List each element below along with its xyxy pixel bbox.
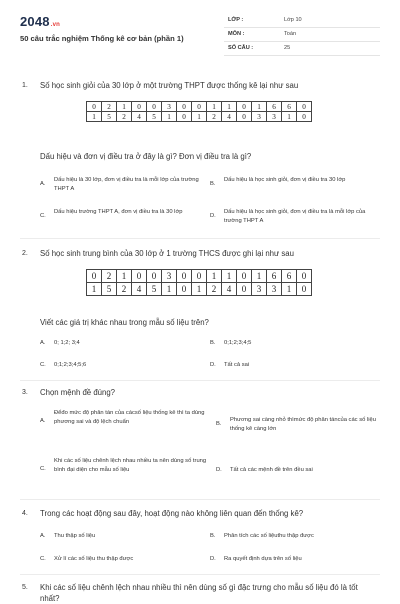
option-text: Phương sai càng nhỏ thìmức độ phân táncủa các số liệu thống kê càng lớn <box>230 417 376 432</box>
table-cell: 0 <box>237 283 252 296</box>
question-number: 2. <box>22 250 28 257</box>
table-cell: 1 <box>207 270 222 283</box>
table-cell: 2 <box>117 112 132 122</box>
table-cell: 1 <box>282 112 297 122</box>
table-cell: 0 <box>237 112 252 122</box>
table-cell: 0 <box>177 270 192 283</box>
option-label: A. <box>40 418 46 424</box>
table-cell: 1 <box>162 283 177 296</box>
question-number: 5. <box>22 584 28 591</box>
table-cell: 4 <box>222 112 237 122</box>
option-text: Khi các số liệu chênh lệch nhau nhiều ta nên dùng số trung bình đại diện cho mẫu số liệu <box>54 458 207 473</box>
table-cell: 0 <box>177 112 192 122</box>
table-cell: 0 <box>177 102 192 112</box>
option-label: B. <box>210 181 216 187</box>
table-cell: 1 <box>252 270 267 283</box>
option-label: A. <box>40 181 46 187</box>
table-cell: 0 <box>297 112 312 122</box>
table-cell: 5 <box>102 112 117 122</box>
meta-class-row <box>224 16 380 28</box>
option-label: A. <box>40 340 46 346</box>
question-text: Khi các số liệu chênh lệch nhau nhiều thì nên dùng số gì đặc trưng cho mẫu số liệu đó là tốt nhất? <box>40 583 358 603</box>
table-cell: 1 <box>252 102 267 112</box>
table-cell: 4 <box>222 283 237 296</box>
question-number: 1. <box>22 82 28 89</box>
table-cell: 0 <box>237 270 252 283</box>
table-cell: 0 <box>177 283 192 296</box>
table-cell: 3 <box>162 270 177 283</box>
option-text: 0; 1;2; 3;4 <box>54 340 80 346</box>
option-label: D. <box>210 362 216 368</box>
table-cell: 3 <box>252 283 267 296</box>
table-cell: 5 <box>102 283 117 296</box>
option-text: Thu thập số liệu <box>54 533 96 539</box>
option-text: Ra quyết định dựa trên số liệu <box>224 556 302 562</box>
option-label: C. <box>40 213 46 219</box>
option-label: C. <box>40 556 46 562</box>
option-label: B. <box>210 533 216 539</box>
option-text: Xử lí các số liệu thu thập được <box>54 556 134 562</box>
table-cell: 1 <box>117 270 132 283</box>
option-text: Tất cả sai <box>224 362 250 368</box>
table-cell: 2 <box>207 112 222 122</box>
table-cell: 0 <box>132 270 147 283</box>
table-cell: 0 <box>237 102 252 112</box>
meta-label: SỐ CÂU : <box>228 45 254 51</box>
option-text: Đểđo mức độ phân tán của cácsố liệu thống kê thì ta dùng phương sai và độ lệch chuẩn <box>54 410 205 425</box>
table-cell: 3 <box>162 102 177 112</box>
option-text: Dấu hiệu là học sinh giỏi, đơn vị điều tra 30 lớp <box>224 177 346 183</box>
table-cell: 2 <box>207 283 222 296</box>
document-title: 50 câu trắc nghiệm Thống kê cơ bản (phần 1) <box>20 34 184 43</box>
table-cell: 4 <box>132 112 147 122</box>
question-number: 4. <box>22 510 28 517</box>
table-cell: 6 <box>267 102 282 112</box>
table-cell: 2 <box>102 270 117 283</box>
table-cell: 3 <box>267 283 282 296</box>
table-cell: 1 <box>282 283 297 296</box>
question-text: Số học sinh giỏi của 30 lớp ở một trường THPT được thống kê lại như sau <box>40 81 299 90</box>
page-header <box>0 0 400 62</box>
option-label: B. <box>216 421 222 427</box>
option-text: 0;1;2;3;4;5 <box>224 340 252 346</box>
divider <box>20 574 380 575</box>
table-cell: 3 <box>267 112 282 122</box>
data-table <box>86 101 312 122</box>
option-text: Dấu hiệu trường THPT A, đơn vị điều tra là 30 lớp <box>54 209 183 215</box>
option-label: B. <box>210 340 216 346</box>
option-label: D. <box>210 213 216 219</box>
table-cell: 0 <box>132 102 147 112</box>
table-row <box>87 270 312 283</box>
meta-value: 25 <box>284 45 291 51</box>
table-cell: 1 <box>207 102 222 112</box>
table-cell: 0 <box>297 102 312 112</box>
option-label: A. <box>40 533 46 539</box>
table-cell: 0 <box>297 283 312 296</box>
question-text: Số học sinh trung bình của 30 lớp ở 1 trường THCS được ghi lại như sau <box>40 249 294 258</box>
option-text: 0;1;2;3;4;5;6 <box>54 362 87 368</box>
table-cell: 1 <box>87 283 102 296</box>
meta-label: LỚP : <box>228 17 244 23</box>
meta-count-row <box>224 44 380 56</box>
option-label: C. <box>40 362 46 368</box>
table-cell: 1 <box>162 112 177 122</box>
table-cell: 0 <box>147 270 162 283</box>
table-cell: 5 <box>147 283 162 296</box>
option-text: Tất cả các mệnh đề trên đều sai <box>230 467 313 473</box>
question-text: Chọn mệnh đề đúng? <box>40 388 115 397</box>
meta-value: Lớp 10 <box>284 17 302 23</box>
table-cell: 1 <box>117 102 132 112</box>
table-row <box>87 112 312 122</box>
data-table <box>86 269 312 296</box>
question-subtext: Dấu hiệu và đơn vị điều tra ở đây là gì? Đơn vị điều tra là gì? <box>40 152 252 161</box>
site-logo[interactable]: 2048.vn <box>20 14 61 29</box>
table-cell: 1 <box>87 112 102 122</box>
meta-subject-row <box>224 30 380 42</box>
table-cell: 1 <box>192 283 207 296</box>
table-row <box>87 283 312 296</box>
table-cell: 6 <box>282 102 297 112</box>
option-label: D. <box>210 556 216 562</box>
table-cell: 0 <box>147 102 162 112</box>
table-cell: 5 <box>147 112 162 122</box>
divider <box>20 499 380 500</box>
table-cell: 1 <box>222 270 237 283</box>
table-cell: 6 <box>282 270 297 283</box>
question-text: Trong các hoạt động sau đây, hoạt động nào không liên quan đến thống kê? <box>40 509 304 518</box>
table-cell: 2 <box>102 102 117 112</box>
divider <box>20 380 380 381</box>
table-cell: 0 <box>192 270 207 283</box>
table-cell: 2 <box>117 283 132 296</box>
table-cell: 1 <box>222 102 237 112</box>
meta-value: Toán <box>284 31 297 37</box>
table-cell: 0 <box>297 270 312 283</box>
option-text: Dấu hiệu là học sinh giỏi, đơn vị điều tra là mỗi lớp của trường THPT A <box>224 209 366 224</box>
option-text: Phân tích các số liệuthu thập được <box>224 533 314 539</box>
table-cell: 0 <box>192 102 207 112</box>
table-cell: 4 <box>132 283 147 296</box>
divider <box>20 238 380 239</box>
table-cell: 0 <box>87 102 102 112</box>
question-subtext: Viết các giá trị khác nhau trong mẫu số liệu trên? <box>40 318 209 327</box>
table-row <box>87 102 312 112</box>
meta-label: MÔN : <box>228 31 245 37</box>
question-number: 3. <box>22 389 28 396</box>
table-cell: 3 <box>252 112 267 122</box>
table-cell: 0 <box>87 270 102 283</box>
option-label: D. <box>216 467 222 473</box>
option-label: C. <box>40 466 46 472</box>
table-cell: 1 <box>192 112 207 122</box>
table-cell: 6 <box>267 270 282 283</box>
option-text: Dấu hiệu là 30 lớp, đơn vị điều tra là mỗi lớp của trường THPT A <box>54 177 199 192</box>
